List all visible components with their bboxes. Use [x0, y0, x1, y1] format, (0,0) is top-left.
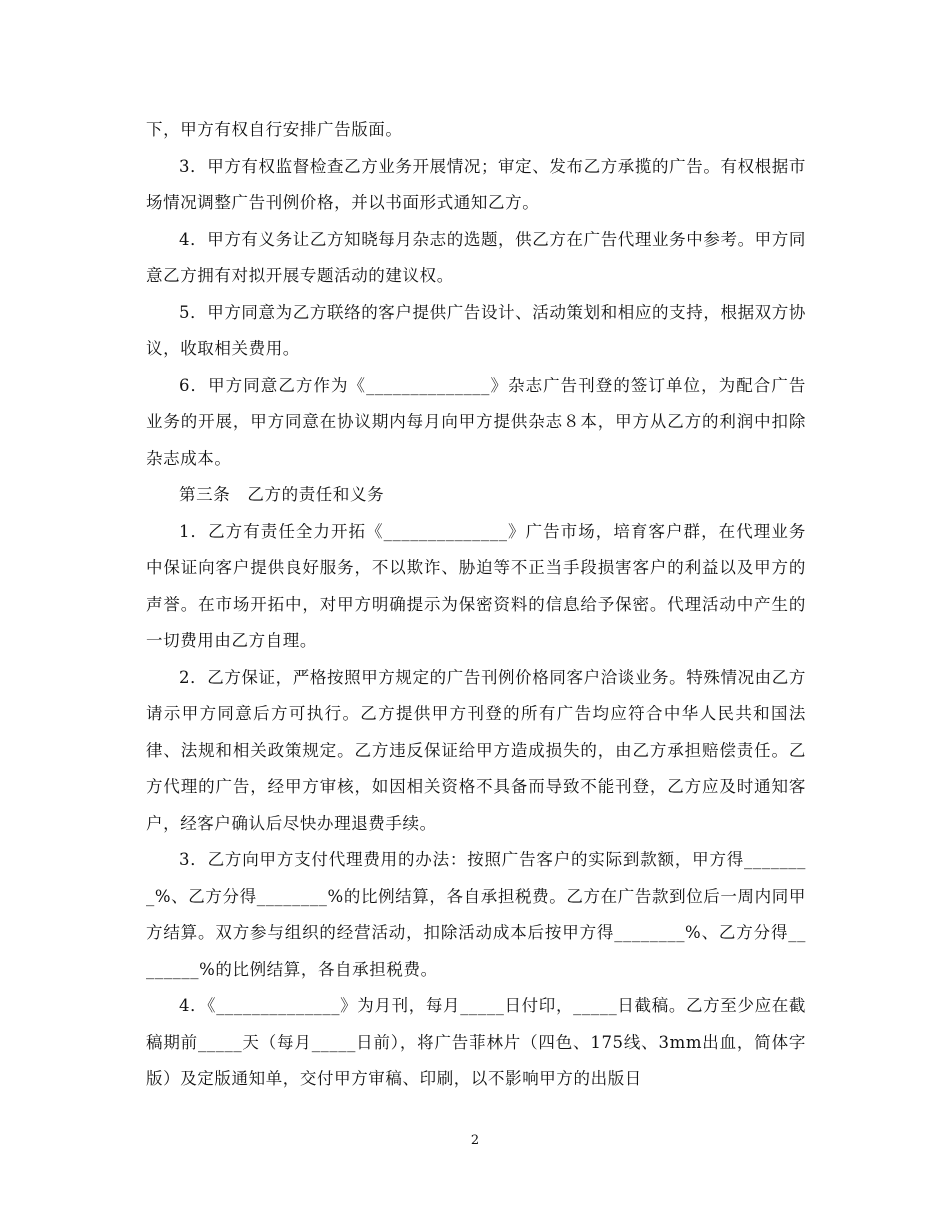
paragraph-item-4-party-a: 4．甲方有义务让乙方知晓每月杂志的选题，供乙方在广告代理业务中参考。甲方同意乙方拥有对拟开展专题活动的建议权。 — [146, 229, 806, 285]
paragraph-item-2-party-b: 2．乙方保证，严格按照甲方规定的广告刊例价格同客户洽谈业务。特殊情况由乙方请示甲方同意后方可执行。乙方提供甲方刊登的所有广告均应符合中华人民共和国法律、法规和相关政策规定。乙方违反保证给甲方造成损失的，由乙方承担赔偿责任。乙方代理的广告，经甲方审核，如因相关资格不具备而导致不能刊登，乙方应及时通知客户，经客户确认后尽快办理退费手续。 — [146, 667, 806, 833]
page-number: 2 — [470, 1133, 480, 1148]
paragraph-item-1-party-b: 1．乙方有责任全力开拓《______________》广告市场，培育客户群，在代理业务中保证向客户提供良好服务，不以欺诈、胁迫等不正当手段损害客户的利益以及甲方的声誉。在市场开拓中，对甲方明确提示为保密资料的信息给予保密。代理活动中产生的一切费用由乙方自理。 — [146, 521, 806, 650]
paragraph-item-5-party-a: 5．甲方同意为乙方联络的客户提供广告设计、活动策划和相应的支持，根据双方协议，收取相关费用。 — [146, 302, 806, 358]
document-body — [146, 112, 806, 1098]
paragraph-item-3-party-b: 3．乙方向甲方支付代理费用的办法：按照广告客户的实际到款额，甲方得________%、乙方分得________%的比例结算，各自承担税费。乙方在广告款到位后一周内同甲方结算。双方参与组织的经营活动，扣除活动成本后按甲方得________%、乙方分得________%的比例结算，各自承担税费。 — [146, 850, 806, 979]
paragraph-continuation: 下，甲方有权自行安排广告版面。 — [146, 120, 403, 139]
paragraph-item-6-party-a: 6．甲方同意乙方作为《______________》杂志广告刊登的签订单位，为配合广告业务的开展，甲方同意在协议期内每月向甲方提供杂志８本，甲方从乙方的利润中扣除杂志成本。 — [146, 375, 806, 468]
section-heading-article-3: 第三条 乙方的责任和义务 — [179, 485, 385, 504]
paragraph-item-3-party-a: 3．甲方有权监督检查乙方业务开展情况；审定、发布乙方承揽的广告。有权根据市场情况调整广告刊例价格，并以书面形式通知乙方。 — [146, 156, 806, 212]
paragraph-item-4-party-b: 4．《______________》为月刊，每月_____日付印，_____日截稿。乙方至少应在截稿期前_____天（每月_____日前），将广告菲林片（四色、175线、3mm出血，简体字版）及定版通知单，交付甲方审稿、印刷，以不影响甲方的出版日 — [146, 996, 806, 1088]
